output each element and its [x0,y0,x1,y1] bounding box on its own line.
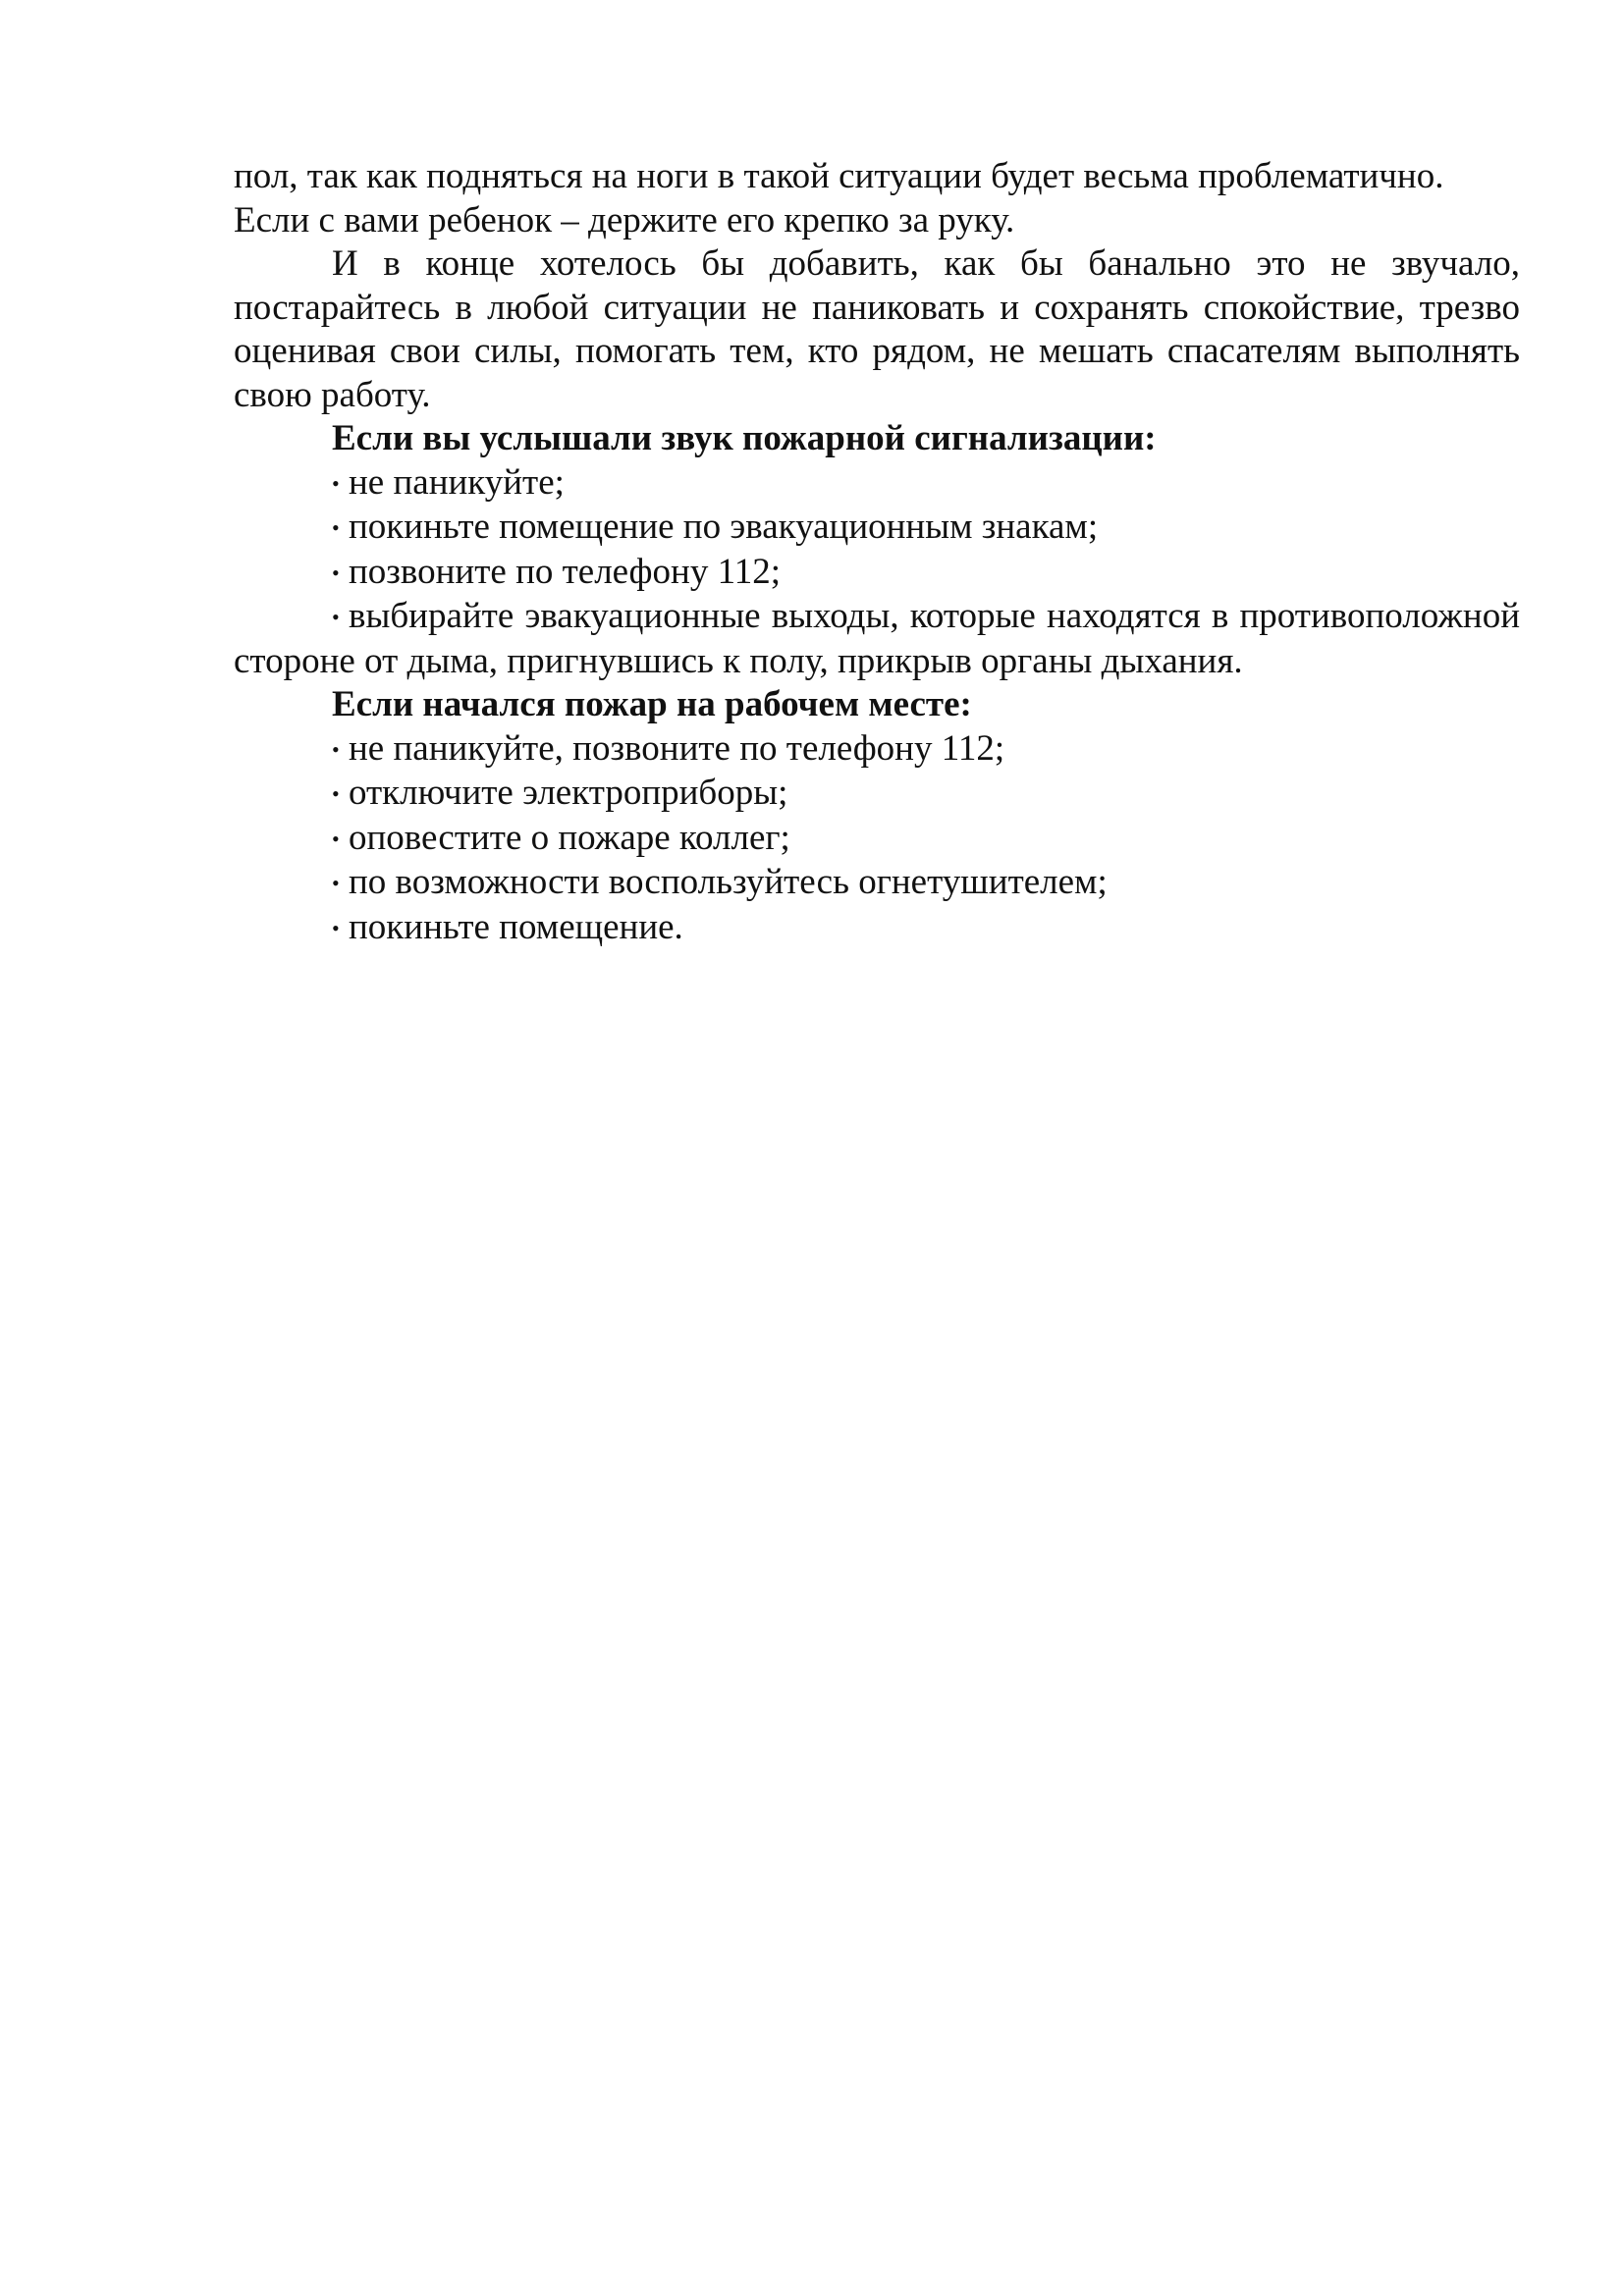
paragraph-line: пол, так как подняться на ноги в такой ситуации будет весьма проблематично. [234,156,1444,196]
bullet-icon: • [332,826,340,851]
bullet-icon: • [332,560,340,585]
list-item [234,861,1520,906]
list-item [234,817,1520,862]
list-item-text: покиньте помещение. [349,906,683,947]
list-item-text: оповестите о пожаре коллег; [349,817,790,858]
list-item-text: выбирайте эвакуационные выходы, которые находятся в противоположной стороне от дыма, пригнувшись к полу, прикрыв органы дыхания. [234,596,1520,681]
list-item-text: покиньте помещение по эвакуационным знакам; [349,507,1099,547]
list-item [234,551,1520,596]
bullet-icon: • [332,515,340,540]
bullet-icon: • [332,470,340,496]
list-item-text: позвоните по телефону 112; [349,551,781,592]
list-item-text: отключите электроприборы; [349,773,788,813]
list-item-text: не паникуйте, позвоните по телефону 112; [349,727,1005,769]
paragraph: И в конце хотелось бы добавить, как бы банально это не звучало, постарайтесь в любой ситуации не паниковать и сохранять спокойствие, трезво оценивая свои силы, помогать тем, кто рядом, не мешать спасателям выполнять свою работу. [234,243,1520,415]
bullet-icon: • [332,736,340,762]
bullet-icon: • [332,915,340,940]
list-item [234,906,1520,951]
list-item [234,727,1520,773]
bullet-list [234,727,1520,951]
paragraph-line: Если с вами ребенок – держите его крепко за руку. [234,199,1015,240]
list-item [234,595,1520,683]
bullet-icon: • [332,871,340,895]
list-item [234,772,1520,817]
bullet-icon: • [332,605,340,629]
bullet-list [234,461,1520,684]
bullet-icon: • [332,781,340,806]
list-item [234,461,1520,507]
section-heading: Если начался пожар на рабочем месте: [332,684,972,724]
list-item-text: не паникуйте; [349,461,565,503]
list-item [234,506,1520,551]
document-page [234,155,1520,950]
list-item-text: по возможности воспользуйтесь огнетушителем; [349,862,1108,902]
section-heading: Если вы услышали звук пожарной сигнализации: [332,418,1157,458]
